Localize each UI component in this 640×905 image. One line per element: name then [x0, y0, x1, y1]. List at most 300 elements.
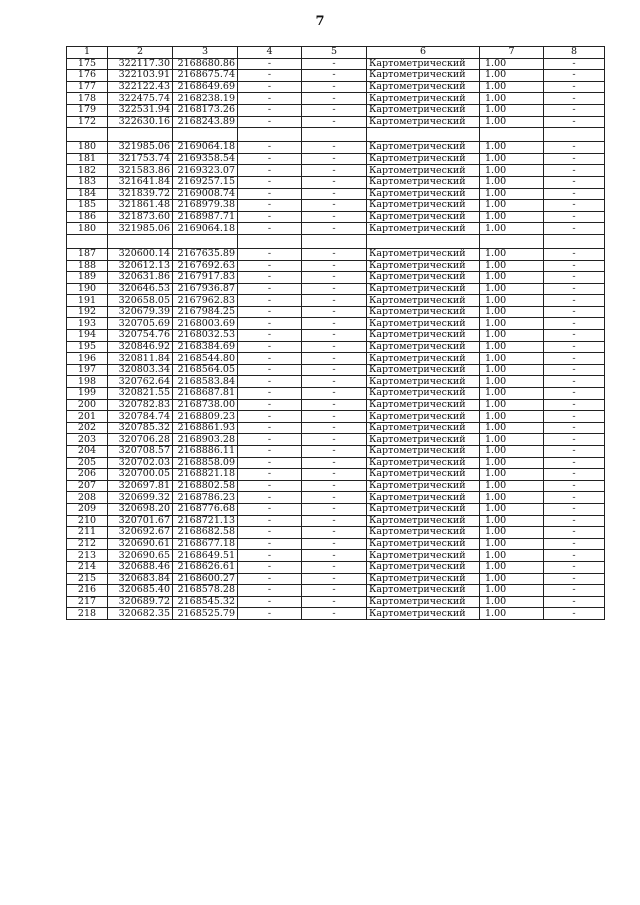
- column-8-cell: -: [544, 434, 605, 446]
- y-coordinate-cell: 2167984.25: [173, 306, 238, 318]
- precision-cell: 1.00: [480, 176, 544, 188]
- point-number-cell: 195: [67, 341, 108, 353]
- method-cell: Картометрический: [367, 176, 480, 188]
- table-row: [67, 248, 605, 260]
- method-cell: Картометрический: [367, 376, 480, 388]
- y-coordinate-cell: 2168680.86: [173, 58, 238, 70]
- precision-cell: 1.00: [480, 376, 544, 388]
- column-8-cell: -: [544, 446, 605, 458]
- precision-cell: 1.00: [480, 70, 544, 82]
- column-4-cell: -: [238, 188, 302, 200]
- precision-cell: 1.00: [480, 388, 544, 400]
- column-8-cell: -: [544, 388, 605, 400]
- y-coordinate-cell: 2168886.11: [173, 446, 238, 458]
- column-4-cell: -: [238, 550, 302, 562]
- table-row: [67, 176, 605, 188]
- column-5-cell: -: [302, 388, 367, 400]
- x-coordinate-cell: 320699.32: [108, 492, 173, 504]
- column-8-cell: -: [544, 260, 605, 272]
- column-8-cell: -: [544, 596, 605, 608]
- precision-cell: 1.00: [480, 283, 544, 295]
- x-coordinate-cell: 320658.05: [108, 295, 173, 307]
- column-4-cell: -: [238, 492, 302, 504]
- x-coordinate-cell: 321985.06: [108, 142, 173, 154]
- precision-cell: 1.00: [480, 503, 544, 515]
- column-5-cell: -: [302, 364, 367, 376]
- y-coordinate-cell: 2168243.89: [173, 116, 238, 128]
- column-5-cell: -: [302, 104, 367, 116]
- y-coordinate-cell: 2168682.58: [173, 527, 238, 539]
- column-5-cell: -: [302, 492, 367, 504]
- precision-cell: 1.00: [480, 341, 544, 353]
- column-4-cell: -: [238, 272, 302, 284]
- x-coordinate-cell: 320612.13: [108, 260, 173, 272]
- point-number-cell: 201: [67, 411, 108, 423]
- column-4-cell: -: [238, 153, 302, 165]
- column-4-cell: -: [238, 318, 302, 330]
- y-coordinate-cell: 2168677.18: [173, 538, 238, 550]
- method-cell: Картометрический: [367, 116, 480, 128]
- column-4-cell: -: [238, 260, 302, 272]
- table-row: [67, 211, 605, 223]
- empty-cell: [544, 234, 605, 248]
- column-4-cell: -: [238, 608, 302, 620]
- table-row: [67, 550, 605, 562]
- precision-cell: 1.00: [480, 200, 544, 212]
- method-cell: Картометрический: [367, 318, 480, 330]
- method-cell: Картометрический: [367, 283, 480, 295]
- column-5-cell: -: [302, 527, 367, 539]
- y-coordinate-cell: 2168987.71: [173, 211, 238, 223]
- column-4-cell: -: [238, 306, 302, 318]
- column-5-cell: -: [302, 434, 367, 446]
- y-coordinate-cell: 2169064.18: [173, 142, 238, 154]
- x-coordinate-cell: 320762.64: [108, 376, 173, 388]
- column-5-cell: -: [302, 480, 367, 492]
- point-number-cell: 181: [67, 153, 108, 165]
- method-cell: Картометрический: [367, 341, 480, 353]
- x-coordinate-cell: 320685.40: [108, 585, 173, 597]
- table-row: [67, 457, 605, 469]
- column-5-cell: -: [302, 503, 367, 515]
- y-coordinate-cell: 2169257.15: [173, 176, 238, 188]
- point-number-cell: 212: [67, 538, 108, 550]
- column-5-cell: -: [302, 223, 367, 235]
- table-row: [67, 585, 605, 597]
- precision-cell: 1.00: [480, 104, 544, 116]
- table-row: [67, 104, 605, 116]
- x-coordinate-cell: 320697.81: [108, 480, 173, 492]
- table-row: [67, 422, 605, 434]
- column-4-cell: -: [238, 480, 302, 492]
- column-4-cell: -: [238, 527, 302, 539]
- method-cell: Картометрический: [367, 608, 480, 620]
- table-row: [67, 306, 605, 318]
- table-row: [67, 376, 605, 388]
- column-4-cell: -: [238, 515, 302, 527]
- column-4-cell: -: [238, 538, 302, 550]
- header-cell-2: 2: [108, 47, 173, 59]
- column-5-cell: -: [302, 176, 367, 188]
- method-cell: Картометрический: [367, 70, 480, 82]
- table-row: [67, 70, 605, 82]
- column-5-cell: -: [302, 153, 367, 165]
- x-coordinate-cell: 320682.35: [108, 608, 173, 620]
- column-5-cell: -: [302, 142, 367, 154]
- header-cell-4: 4: [238, 47, 302, 59]
- method-cell: Картометрический: [367, 306, 480, 318]
- empty-cell: [544, 128, 605, 142]
- table-row: [67, 116, 605, 128]
- method-cell: Картометрический: [367, 295, 480, 307]
- column-5-cell: -: [302, 411, 367, 423]
- x-coordinate-cell: 320784.74: [108, 411, 173, 423]
- y-coordinate-cell: 2168649.51: [173, 550, 238, 562]
- column-8-cell: -: [544, 515, 605, 527]
- method-cell: Картометрический: [367, 411, 480, 423]
- point-number-cell: 218: [67, 608, 108, 620]
- table-row: [67, 165, 605, 177]
- x-coordinate-cell: 320679.39: [108, 306, 173, 318]
- table-row: [67, 446, 605, 458]
- point-number-cell: 202: [67, 422, 108, 434]
- x-coordinate-cell: 320705.69: [108, 318, 173, 330]
- x-coordinate-cell: 320708.57: [108, 446, 173, 458]
- precision-cell: 1.00: [480, 422, 544, 434]
- y-coordinate-cell: 2168600.27: [173, 573, 238, 585]
- point-number-cell: 196: [67, 353, 108, 365]
- point-number-cell: 217: [67, 596, 108, 608]
- column-4-cell: -: [238, 364, 302, 376]
- y-coordinate-cell: 2167635.89: [173, 248, 238, 260]
- table-row: [67, 58, 605, 70]
- column-8-cell: -: [544, 399, 605, 411]
- column-4-cell: -: [238, 411, 302, 423]
- x-coordinate-cell: 320706.28: [108, 434, 173, 446]
- point-number-cell: 216: [67, 585, 108, 597]
- column-5-cell: -: [302, 608, 367, 620]
- empty-cell: [302, 128, 367, 142]
- x-coordinate-cell: 320811.84: [108, 353, 173, 365]
- x-coordinate-cell: 320803.34: [108, 364, 173, 376]
- precision-cell: 1.00: [480, 188, 544, 200]
- y-coordinate-cell: 2168384.69: [173, 341, 238, 353]
- column-5-cell: -: [302, 116, 367, 128]
- column-5-cell: -: [302, 211, 367, 223]
- method-cell: Картометрический: [367, 188, 480, 200]
- method-cell: Картометрический: [367, 364, 480, 376]
- y-coordinate-cell: 2168786.23: [173, 492, 238, 504]
- column-5-cell: -: [302, 58, 367, 70]
- column-5-cell: -: [302, 306, 367, 318]
- column-5-cell: -: [302, 93, 367, 105]
- column-8-cell: -: [544, 457, 605, 469]
- empty-cell: [67, 234, 108, 248]
- column-4-cell: -: [238, 248, 302, 260]
- method-cell: Картометрический: [367, 81, 480, 93]
- table-row: [67, 411, 605, 423]
- table-row: [67, 492, 605, 504]
- method-cell: Картометрический: [367, 492, 480, 504]
- method-cell: Картометрический: [367, 434, 480, 446]
- column-8-cell: -: [544, 503, 605, 515]
- precision-cell: 1.00: [480, 211, 544, 223]
- x-coordinate-cell: 320600.14: [108, 248, 173, 260]
- point-number-cell: 203: [67, 434, 108, 446]
- column-4-cell: -: [238, 561, 302, 573]
- precision-cell: 1.00: [480, 538, 544, 550]
- y-coordinate-cell: 2169323.07: [173, 165, 238, 177]
- point-number-cell: 206: [67, 469, 108, 481]
- y-coordinate-cell: 2168649.69: [173, 81, 238, 93]
- column-8-cell: -: [544, 585, 605, 597]
- column-4-cell: -: [238, 341, 302, 353]
- column-8-cell: -: [544, 561, 605, 573]
- column-8-cell: -: [544, 272, 605, 284]
- method-cell: Картометрический: [367, 248, 480, 260]
- column-5-cell: -: [302, 538, 367, 550]
- y-coordinate-cell: 2168821.18: [173, 469, 238, 481]
- y-coordinate-cell: 2168687.81: [173, 388, 238, 400]
- method-cell: Картометрический: [367, 200, 480, 212]
- y-coordinate-cell: 2168721.13: [173, 515, 238, 527]
- x-coordinate-cell: 322475.74: [108, 93, 173, 105]
- method-cell: Картометрический: [367, 223, 480, 235]
- point-number-cell: 192: [67, 306, 108, 318]
- empty-cell: [480, 128, 544, 142]
- empty-cell: [367, 234, 480, 248]
- column-4-cell: -: [238, 295, 302, 307]
- point-number-cell: 186: [67, 211, 108, 223]
- table-row: [67, 388, 605, 400]
- point-number-cell: 187: [67, 248, 108, 260]
- y-coordinate-cell: 2169064.18: [173, 223, 238, 235]
- empty-cell: [302, 234, 367, 248]
- empty-cell: [367, 128, 480, 142]
- column-5-cell: -: [302, 446, 367, 458]
- precision-cell: 1.00: [480, 585, 544, 597]
- precision-cell: 1.00: [480, 223, 544, 235]
- column-4-cell: -: [238, 211, 302, 223]
- y-coordinate-cell: 2168858.09: [173, 457, 238, 469]
- precision-cell: 1.00: [480, 596, 544, 608]
- method-cell: Картометрический: [367, 399, 480, 411]
- column-8-cell: -: [544, 608, 605, 620]
- column-4-cell: -: [238, 70, 302, 82]
- column-4-cell: -: [238, 446, 302, 458]
- precision-cell: 1.00: [480, 469, 544, 481]
- table-row: [67, 573, 605, 585]
- precision-cell: 1.00: [480, 142, 544, 154]
- point-number-cell: 190: [67, 283, 108, 295]
- method-cell: Картометрический: [367, 480, 480, 492]
- column-4-cell: -: [238, 388, 302, 400]
- point-number-cell: 209: [67, 503, 108, 515]
- column-4-cell: -: [238, 116, 302, 128]
- point-number-cell: 178: [67, 93, 108, 105]
- x-coordinate-cell: 320821.55: [108, 388, 173, 400]
- column-8-cell: -: [544, 81, 605, 93]
- column-8-cell: -: [544, 422, 605, 434]
- precision-cell: 1.00: [480, 295, 544, 307]
- method-cell: Картометрический: [367, 330, 480, 342]
- method-cell: Картометрический: [367, 260, 480, 272]
- y-coordinate-cell: 2168802.58: [173, 480, 238, 492]
- column-8-cell: -: [544, 176, 605, 188]
- column-8-cell: -: [544, 469, 605, 481]
- precision-cell: 1.00: [480, 248, 544, 260]
- precision-cell: 1.00: [480, 165, 544, 177]
- y-coordinate-cell: 2168578.28: [173, 585, 238, 597]
- column-4-cell: -: [238, 104, 302, 116]
- table-row: [67, 260, 605, 272]
- y-coordinate-cell: 2167936.87: [173, 283, 238, 295]
- x-coordinate-cell: 321641.84: [108, 176, 173, 188]
- column-4-cell: -: [238, 81, 302, 93]
- empty-cell: [238, 234, 302, 248]
- column-4-cell: -: [238, 330, 302, 342]
- method-cell: Картометрический: [367, 93, 480, 105]
- column-8-cell: -: [544, 306, 605, 318]
- table-row: [67, 608, 605, 620]
- column-4-cell: -: [238, 573, 302, 585]
- method-cell: Картометрический: [367, 165, 480, 177]
- column-8-cell: -: [544, 353, 605, 365]
- y-coordinate-cell: 2168776.68: [173, 503, 238, 515]
- column-4-cell: -: [238, 376, 302, 388]
- column-8-cell: -: [544, 153, 605, 165]
- column-8-cell: -: [544, 116, 605, 128]
- table-row: [67, 142, 605, 154]
- column-5-cell: -: [302, 248, 367, 260]
- table-row: [67, 469, 605, 481]
- y-coordinate-cell: 2168564.05: [173, 364, 238, 376]
- column-8-cell: -: [544, 200, 605, 212]
- table-row: [67, 515, 605, 527]
- column-4-cell: -: [238, 142, 302, 154]
- point-number-cell: 193: [67, 318, 108, 330]
- y-coordinate-cell: 2168238.19: [173, 93, 238, 105]
- point-number-cell: 182: [67, 165, 108, 177]
- x-coordinate-cell: 320702.03: [108, 457, 173, 469]
- x-coordinate-cell: 321873.60: [108, 211, 173, 223]
- precision-cell: 1.00: [480, 93, 544, 105]
- header-cell-6: 6: [367, 47, 480, 59]
- table-row: [67, 480, 605, 492]
- x-coordinate-cell: 320701.67: [108, 515, 173, 527]
- point-number-cell: 200: [67, 399, 108, 411]
- y-coordinate-cell: 2167692.63: [173, 260, 238, 272]
- method-cell: Картометрический: [367, 422, 480, 434]
- empty-cell: [238, 128, 302, 142]
- x-coordinate-cell: 322117.30: [108, 58, 173, 70]
- table-row: [67, 153, 605, 165]
- method-cell: Картометрический: [367, 515, 480, 527]
- empty-cell: [173, 128, 238, 142]
- x-coordinate-cell: 320646.53: [108, 283, 173, 295]
- column-8-cell: -: [544, 93, 605, 105]
- column-8-cell: -: [544, 330, 605, 342]
- column-4-cell: -: [238, 585, 302, 597]
- x-coordinate-cell: 320692.67: [108, 527, 173, 539]
- precision-cell: 1.00: [480, 434, 544, 446]
- column-4-cell: -: [238, 469, 302, 481]
- point-number-cell: 176: [67, 70, 108, 82]
- point-number-cell: 211: [67, 527, 108, 539]
- table-row: [67, 188, 605, 200]
- x-coordinate-cell: 320782.83: [108, 399, 173, 411]
- column-4-cell: -: [238, 93, 302, 105]
- method-cell: Картометрический: [367, 388, 480, 400]
- column-4-cell: -: [238, 353, 302, 365]
- column-8-cell: -: [544, 165, 605, 177]
- column-5-cell: -: [302, 283, 367, 295]
- precision-cell: 1.00: [480, 399, 544, 411]
- column-5-cell: -: [302, 341, 367, 353]
- column-4-cell: -: [238, 165, 302, 177]
- column-8-cell: -: [544, 364, 605, 376]
- column-8-cell: -: [544, 211, 605, 223]
- header-cell-3: 3: [173, 47, 238, 59]
- point-number-cell: 194: [67, 330, 108, 342]
- x-coordinate-cell: 322103.91: [108, 70, 173, 82]
- y-coordinate-cell: 2167962.83: [173, 295, 238, 307]
- precision-cell: 1.00: [480, 353, 544, 365]
- table-row: [67, 200, 605, 212]
- column-8-cell: -: [544, 318, 605, 330]
- method-cell: Картометрический: [367, 596, 480, 608]
- table-row: [67, 330, 605, 342]
- x-coordinate-cell: 320700.05: [108, 469, 173, 481]
- precision-cell: 1.00: [480, 364, 544, 376]
- y-coordinate-cell: 2167917.83: [173, 272, 238, 284]
- empty-cell: [67, 128, 108, 142]
- precision-cell: 1.00: [480, 573, 544, 585]
- point-number-cell: 198: [67, 376, 108, 388]
- column-4-cell: -: [238, 283, 302, 295]
- point-number-cell: 180: [67, 142, 108, 154]
- point-number-cell: 207: [67, 480, 108, 492]
- x-coordinate-cell: 320754.76: [108, 330, 173, 342]
- table-row: [67, 93, 605, 105]
- point-number-cell: 215: [67, 573, 108, 585]
- point-number-cell: 188: [67, 260, 108, 272]
- method-cell: Картометрический: [367, 153, 480, 165]
- x-coordinate-cell: 321861.48: [108, 200, 173, 212]
- y-coordinate-cell: 2168032.53: [173, 330, 238, 342]
- column-5-cell: -: [302, 165, 367, 177]
- column-5-cell: -: [302, 353, 367, 365]
- y-coordinate-cell: 2168809.23: [173, 411, 238, 423]
- table-row: [67, 561, 605, 573]
- precision-cell: 1.00: [480, 260, 544, 272]
- point-number-cell: 183: [67, 176, 108, 188]
- precision-cell: 1.00: [480, 306, 544, 318]
- method-cell: Картометрический: [367, 585, 480, 597]
- column-5-cell: -: [302, 272, 367, 284]
- empty-cell: [173, 234, 238, 248]
- table-row: [67, 272, 605, 284]
- column-4-cell: -: [238, 223, 302, 235]
- precision-cell: 1.00: [480, 446, 544, 458]
- precision-cell: 1.00: [480, 480, 544, 492]
- method-cell: Картометрический: [367, 142, 480, 154]
- method-cell: Картометрический: [367, 457, 480, 469]
- y-coordinate-cell: 2168525.79: [173, 608, 238, 620]
- header-row: [67, 47, 605, 59]
- point-number-cell: 175: [67, 58, 108, 70]
- column-5-cell: -: [302, 318, 367, 330]
